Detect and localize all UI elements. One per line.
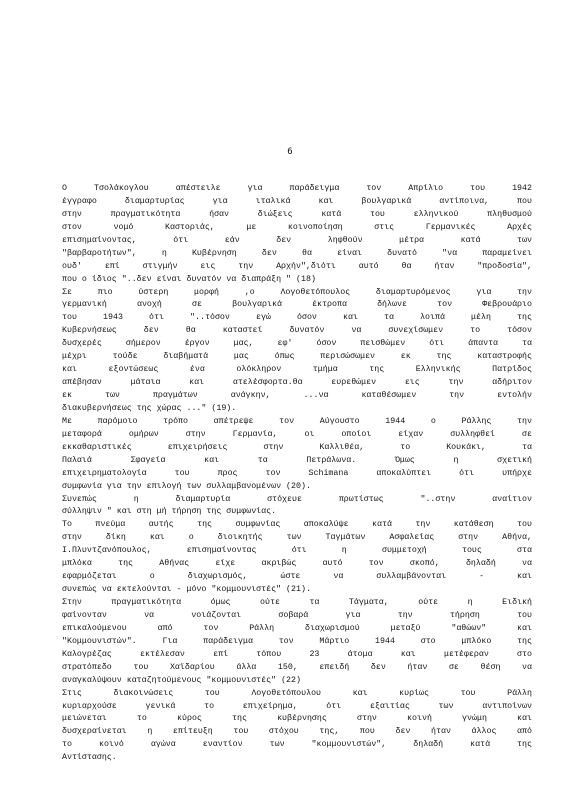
text-line: Στην πραγματικότητα όμως ούτε τα Τάγματα, ούτε η Ειδική <box>62 598 532 607</box>
text-line: συνεπώς να εκτελούνται - μόνο "κομμουνιστές" (21). <box>62 585 311 595</box>
text-line: Παλαιά Σφαγεία και τα Πετράλωνα. Όμως η σχετική <box>62 455 532 465</box>
text-line: το κοινό αγώνα εναντίον των "κομμουνιστών", δηλαδή κατά της <box>62 740 532 750</box>
text-line: μειώνεται το κύρος της κυβέρνησης στην κοινή γνώμη και <box>62 714 532 724</box>
text-line: μπλόκα της Αθήνας είχε ακριβώς αυτό τον σκοπό, δηλαδή να <box>62 559 532 569</box>
body-text <box>62 183 532 765</box>
text-line: Καλογρέζας εκτέλεσαν επί τόπου 23 άτομα και μετέφεραν στο <box>62 649 532 659</box>
text-line: Στις διακοινώσεις του Λογοθετόπουλου και κυρίως του Ράλλη <box>62 688 532 698</box>
text-line: Συνεπώς η διαμαρτυρία στόχευε πρωτίστως "..στην αναίτιον <box>62 494 532 504</box>
text-line: φαίνονταν να νοιάζονται σοβαρά για την τήρηση του <box>62 610 532 620</box>
text-line: στρατόπεδο του Χαϊδαρίου άλλα 150, επειδή δεν ήταν σε θέση να <box>62 662 532 672</box>
text-line: στον νομό Καστοριάς, με κοινοποίηση στις Γερμανικές Αρχές <box>62 222 532 232</box>
text-line: σύλληψιν " και στη μή τήρηση της συμφωνίας. <box>62 507 277 517</box>
text-line: στην δίκη και ο διοικητής των Ταγμάτων Ασφαλείας στην Αθήνα, <box>62 533 532 543</box>
text-line: ουδ' επί στιγμήν εις την Αρχήν",διότι αυτό θα ήταν "προδοσία", <box>62 261 532 271</box>
text-line: δυσχερές σήμερον έργον μας, εφ' όσον πεισθώμεν ότι άπαντα τα <box>62 339 532 349</box>
text-line: "βαρβαροτήτων", η Κυβέρνηση δεν θα είναι δυνατό "να παραμείνει <box>62 248 532 258</box>
text-line: μέχρι τούδε διαβήματά μας όπως περισώσωμεν εκ της καταστροφής <box>62 352 532 362</box>
text-line: εφαρμόζεται ο διαχωρισμός, ώστε να συλλαμβάνονται - και <box>62 572 532 582</box>
text-line: αναγκαλύψουν καταζητούμενους "κομμουνιστές" (22) <box>62 675 301 685</box>
text-line: επικαλούμενου από τον Ράλλη διαχωρισμού μεταξύ "αθώων" και <box>62 623 532 633</box>
text-line: και εξοντώσεως ένα ολόκληρον τμήμα της Ελληνικής Πατρίδος <box>62 365 532 375</box>
text-line: συμφωνία για την επιλογή των συλλαμβανομένων (20). <box>62 481 311 491</box>
text-line: έγγραφο διαμαρτυρίας για ιταλικά και βουλγαρικά αντίποινα, που <box>62 196 532 206</box>
text-line: μεταφορά ομήρων στην Γερμανία, οι οποίοι είχαν συλληφθεί σε <box>62 429 532 439</box>
text-line: επιχειρηματολογία του προς τον Schimana αποκαλύπτει ότι υπήρχε <box>62 468 532 478</box>
text-line: διακυβερνήσεως της χώρας ..." (19). <box>62 403 237 413</box>
text-line: γερμανική ανοχή σε βουλγαρικά έκτροπα δήλωνε τον Φεβρουάριο <box>62 300 532 310</box>
page-number: 6 <box>287 147 293 157</box>
text-line: απέβησαν μάταια και ατελέσφορτα.θα ευρεθώμεν εις την αδήριτον <box>62 378 532 388</box>
text-line: εκκαθαριστικές επιχειρήσεις στην Καλλιθέα, το Κουκάκι, τα <box>62 442 532 452</box>
text-line: "Κομμουνιστών". Για παράδειγμα τον Μάρτιο 1944 στο μπλόκο της <box>62 636 532 646</box>
text-line: Ο Τσολάκογλου απέστειλε για παράδειγμα τον Απρίλιο του 1942 <box>62 184 532 193</box>
text-line: του 1943 ότι "..τόσον εγώ όσον και τα λοιπά μέλη της <box>62 313 532 323</box>
text-line: επισημαίνοντας, ότι εάν δεν ληφθούν μέτρα κατά των <box>62 235 532 245</box>
text-line: Ι.Πλυντζανόπουλος, επισημαίνοντας ότι η συμμετοχή τους στα <box>62 546 532 556</box>
text-line: δυσχεραίνεται η επίτευξη του στόχου της, που δεν ήταν άλλος από <box>62 727 532 737</box>
text-line: που ο ίδιος "..δεν είναι δυνατόν να διαπράξη " (18) <box>62 274 316 284</box>
text-line: Αντίστασης. <box>62 753 117 763</box>
text-line: Σε πιο ύστερη μορφή ,ο Λογοθετόπουλος διαμαρτυρόμενος για την <box>62 287 532 297</box>
text-line: κυριαρχούσε γενικά το επιχείρημα, ότι εξαιτίας των αντιποίνων <box>62 701 532 711</box>
text-line: στην πραγματικότητα ήσαν διώξεις κατά του ελληνικού πληθυσμού <box>62 209 532 219</box>
text-line: εκ των πραγμάτων ανάγκην, ...να καταθέσωμεν την εντολήν <box>62 391 532 400</box>
text-line: Το πνεύμα αυτής της συμφωνίας αποκαλύψε κατά την κατάθεση του <box>62 520 532 530</box>
text-line: Με παρόμοιο τρόπο απέτρεψε τον Αύγουστο 1944 ο Ράλλης την <box>62 416 532 426</box>
text-line: Κυβερνήσεως δεν θα καταστεί δυνατόν να συνεχίσωμεν το τόσον <box>62 326 532 336</box>
